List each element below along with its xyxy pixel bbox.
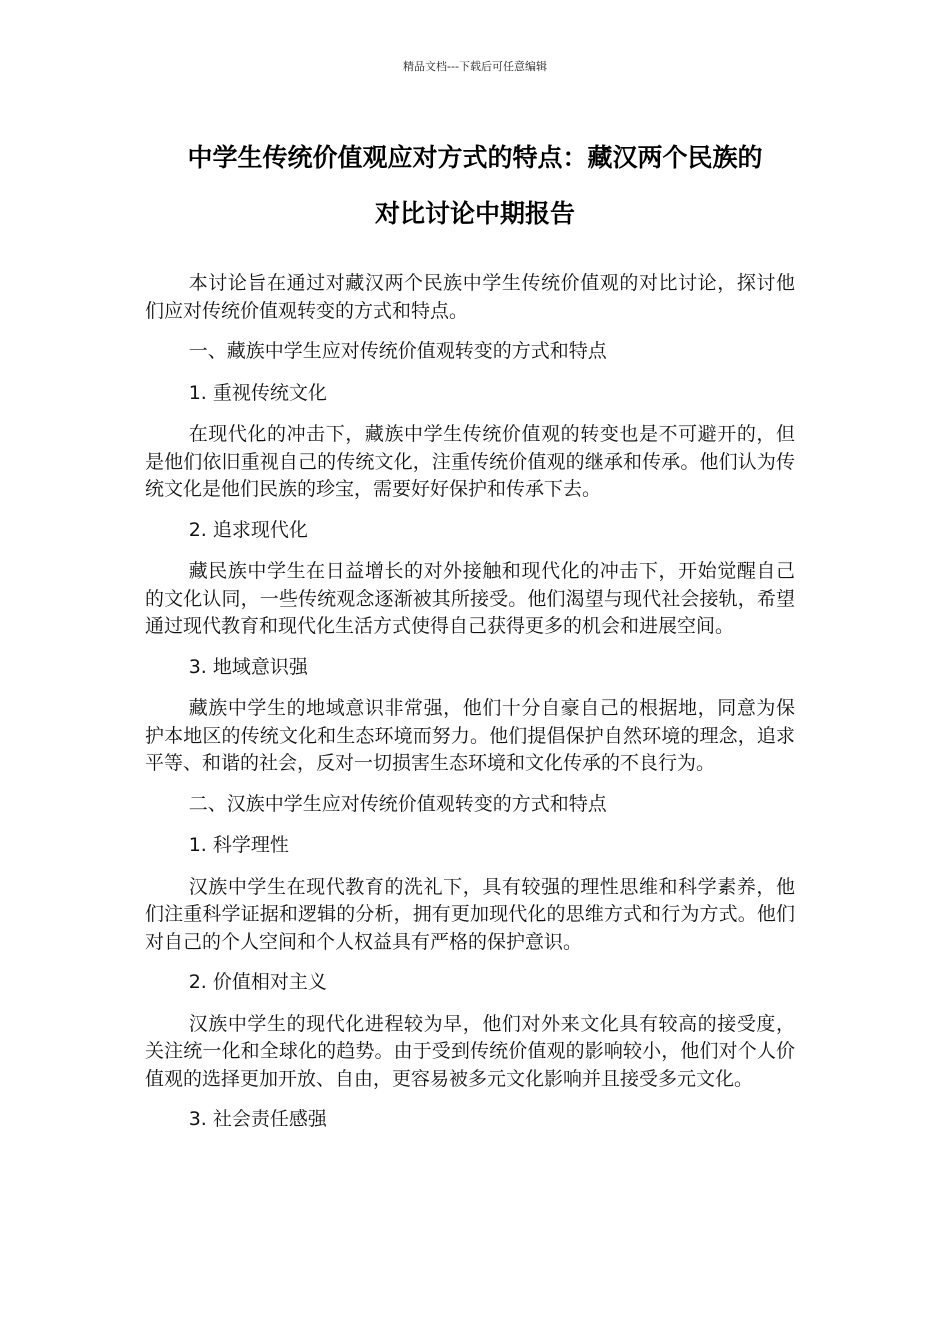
paragraph: 藏族中学生的地域意识非常强，他们十分自豪自己的根据地，同意为保护本地区的传统文化和生态环境而努力。他们提倡保护自然环境的理念，追求平等、和谐的社会，反对一切损害生态环境和文化传承的不良行为。 — [145, 697, 795, 774]
title-line-1: 中学生传统价值观应对方式的特点：藏汉两个民族的 — [187, 143, 763, 172]
subheading-2: 2. 追求现代化 — [188, 518, 308, 541]
subheading-2: 2. 价值相对主义 — [188, 971, 327, 993]
document-title — [110, 130, 840, 242]
title-line-2: 对比讨论中期报告 — [374, 199, 575, 228]
section-heading-han: 二、汉族中学生应对传统价值观转变的方式和特点 — [188, 792, 607, 815]
subheading-1: 1. 科学理性 — [188, 834, 289, 856]
header-note: 精品文档---下载后可任意编辑 — [403, 60, 547, 73]
paragraph: 汉族中学生的现代化进程较为早，他们对外来文化具有较高的接受度，关注统一化和全球化的趋势。由于受到传统价值观的影响较小，他们对个人价值观的选择更加开放、自由，更容易被多元文化影响并且接受多元文化。 — [145, 1012, 795, 1090]
section-heading-tibetan: 一、藏族中学生应对传统价值观转变的方式和特点 — [188, 340, 607, 362]
subheading-3: 3. 社会责任感强 — [188, 1108, 327, 1130]
document-body — [145, 270, 795, 1148]
intro-paragraph: 本讨论旨在通过对藏汉两个民族中学生传统价值观的对比讨论，探讨他们应对传统价值观转变的方式和特点。 — [145, 272, 795, 322]
paragraph: 汉族中学生在现代教育的洗礼下，具有较强的理性思维和科学素养，他们注重科学证据和逻辑的分析，拥有更加现代化的思维方式和行为方式。他们对自己的个人空间和个人权益具有严格的保护意识。 — [145, 875, 795, 953]
subheading-3: 3. 地域意识强 — [188, 655, 308, 678]
paragraph: 在现代化的冲击下，藏族中学生传统价值观的转变也是不可避开的，但是他们依旧重视自己的传统文化，注重传统价值观的继承和传承。他们认为传统文化是他们民族的珍宝，需要好好保护和传承下去。 — [145, 423, 795, 500]
paragraph: 藏民族中学生在日益增长的对外接触和现代化的冲击下，开始觉醒自己的文化认同，一些传统观念逐渐被其所接受。他们渴望与现代社会接轨，希望通过现代教育和现代化生活方式使得自己获得更多的机会和进展空间。 — [145, 560, 795, 637]
subheading-1: 1. 重视传统文化 — [188, 381, 327, 404]
